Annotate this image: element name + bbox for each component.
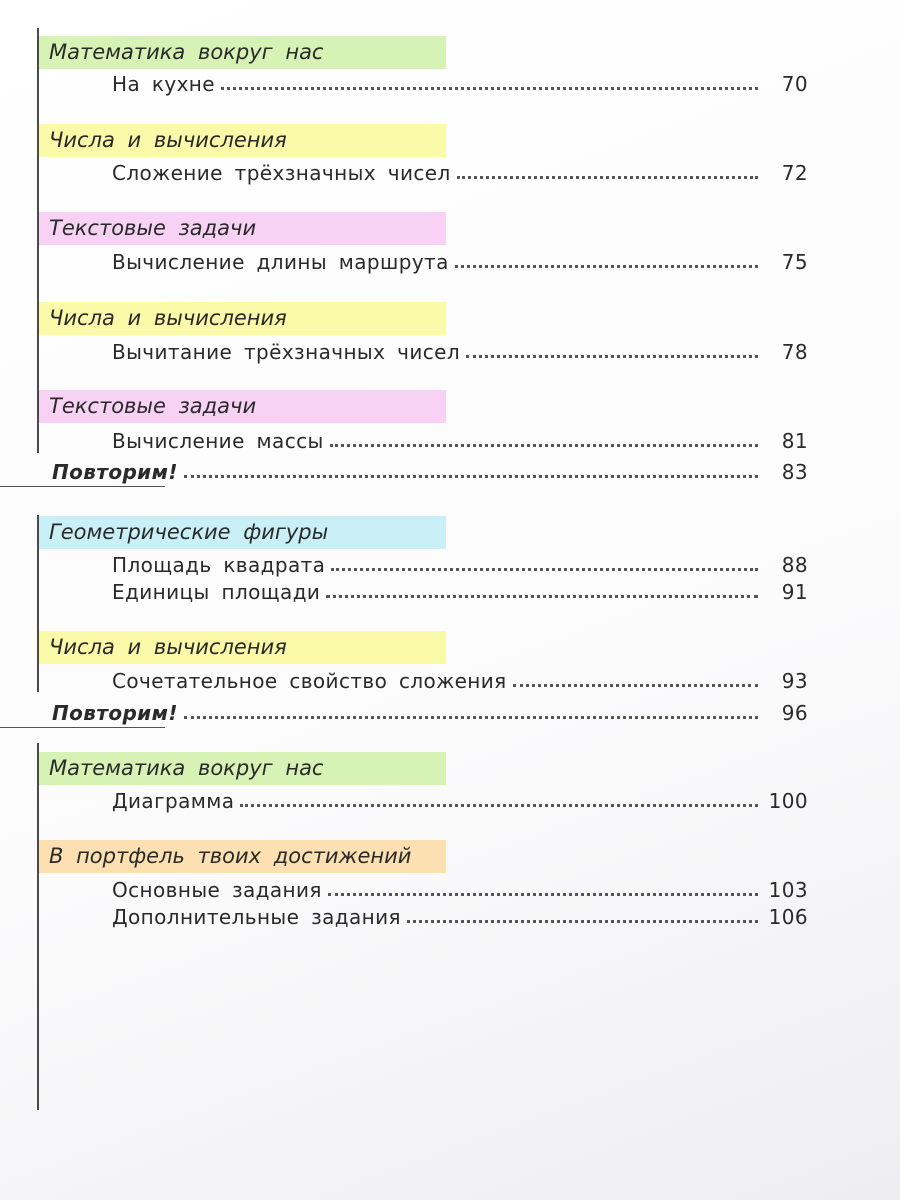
- entry-title: Вычисление длины маршрута: [112, 250, 449, 274]
- section-heading: Числа и вычисления: [39, 631, 446, 664]
- part-separator: [0, 727, 165, 728]
- dot-leader: [328, 893, 758, 896]
- toc-entry[interactable]: [112, 872, 808, 902]
- dot-leader: [457, 176, 758, 179]
- entry-page: 75: [781, 250, 808, 274]
- toc-entry[interactable]: [112, 899, 808, 929]
- entry-title: Площадь квадрата: [112, 553, 326, 577]
- entry-page: 103: [768, 878, 808, 902]
- section-heading: Текстовые задачи: [39, 212, 446, 245]
- dot-leader: [326, 595, 758, 598]
- toc-entry[interactable]: [112, 334, 808, 364]
- section-heading: Геометрические фигуры: [39, 516, 446, 549]
- toc-entry[interactable]: [112, 244, 808, 274]
- dot-leader: [466, 355, 758, 358]
- dot-leader: [330, 444, 758, 447]
- entry-title: Диаграмма: [112, 789, 235, 813]
- entry-title: Единицы площади: [112, 580, 321, 604]
- margin-rule: [37, 743, 39, 1110]
- entry-title: Вычитание трёхзначных чисел: [112, 340, 460, 364]
- entry-page: 106: [768, 905, 808, 929]
- section-heading: Математика вокруг нас: [39, 36, 446, 69]
- section-heading: Числа и вычисления: [39, 124, 446, 157]
- dot-leader: [407, 920, 758, 923]
- toc-entry[interactable]: [112, 547, 808, 577]
- dot-leader: [513, 684, 758, 687]
- entry-page: 91: [781, 580, 808, 604]
- toc-entry[interactable]: [112, 155, 808, 185]
- entry-page: 93: [781, 669, 808, 693]
- toc-entry[interactable]: [112, 574, 808, 604]
- entry-page: 70: [781, 72, 808, 96]
- entry-title: На кухне: [112, 72, 215, 96]
- entry-page: 83: [781, 460, 808, 484]
- toc-entry[interactable]: [112, 783, 808, 813]
- toc-review-entry[interactable]: [52, 695, 808, 725]
- review-title: Повторим!: [52, 701, 178, 725]
- entry-title: Вычисление массы: [112, 429, 324, 453]
- dot-leader: [240, 804, 758, 807]
- toc-entry[interactable]: [112, 663, 808, 693]
- toc-entry[interactable]: [112, 423, 808, 453]
- entry-title: Дополнительные задания: [112, 905, 401, 929]
- dot-leader: [331, 568, 758, 571]
- toc-review-entry[interactable]: [52, 454, 808, 484]
- entry-title: Основные задания: [112, 878, 322, 902]
- toc-entry[interactable]: [112, 66, 808, 96]
- dot-leader: [455, 265, 758, 268]
- section-heading: Числа и вычисления: [39, 302, 446, 335]
- entry-page: 100: [768, 789, 808, 813]
- dot-leader: [184, 716, 758, 719]
- part-separator: [0, 486, 165, 487]
- entry-title: Сочетательное свойство сложения: [112, 669, 507, 693]
- dot-leader: [184, 475, 758, 478]
- entry-page: 81: [781, 429, 808, 453]
- entry-page: 78: [781, 340, 808, 364]
- entry-page: 96: [781, 701, 808, 725]
- review-title: Повторим!: [52, 460, 178, 484]
- entry-title: Сложение трёхзначных чисел: [112, 161, 451, 185]
- entry-page: 88: [781, 553, 808, 577]
- section-heading: Математика вокруг нас: [39, 752, 446, 785]
- entry-page: 72: [781, 161, 808, 185]
- dot-leader: [221, 87, 758, 90]
- section-heading: В портфель твоих достижений: [39, 840, 446, 873]
- section-heading: Текстовые задачи: [39, 390, 446, 423]
